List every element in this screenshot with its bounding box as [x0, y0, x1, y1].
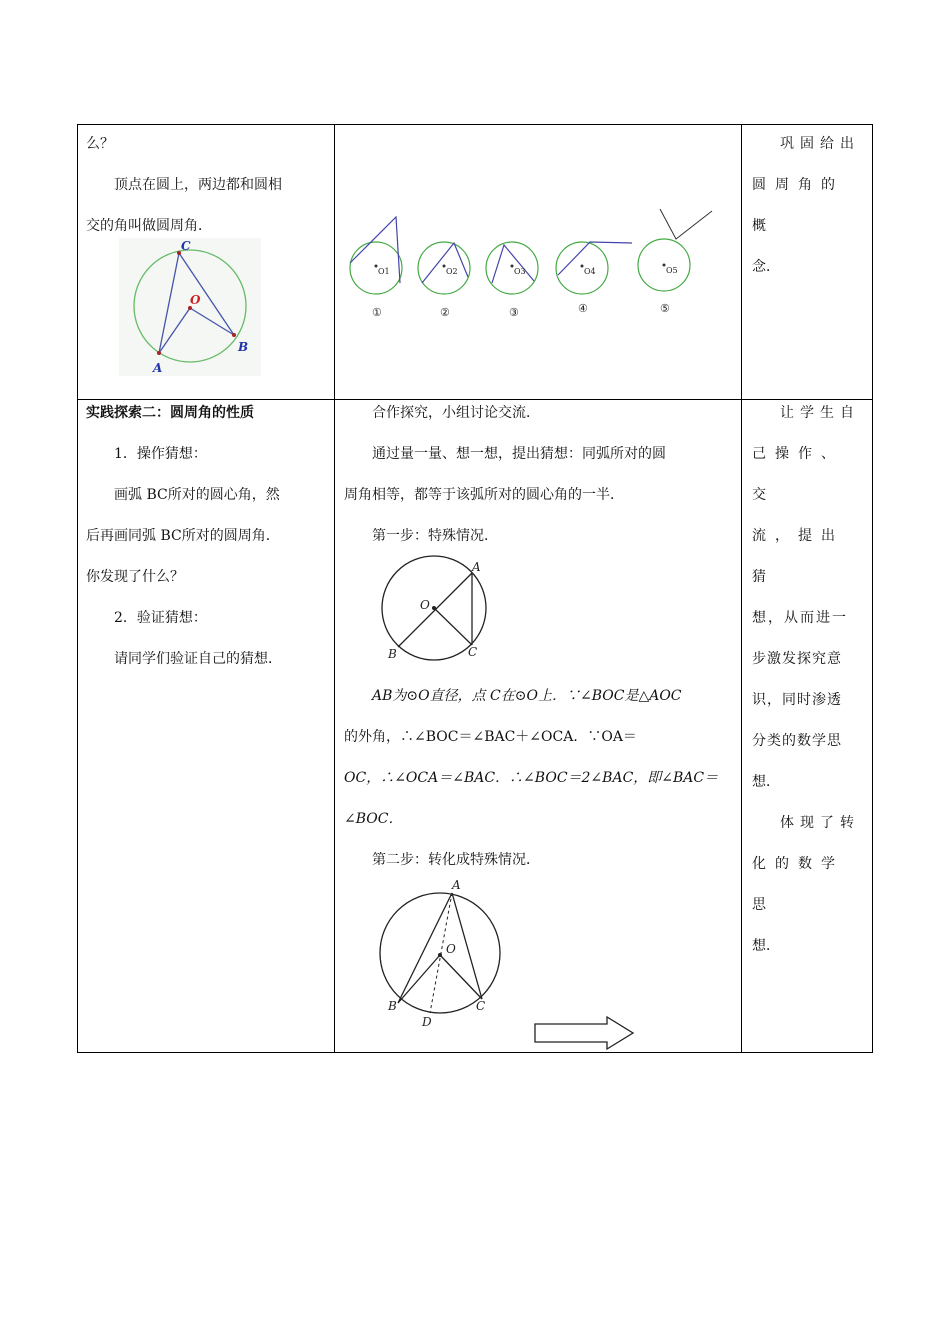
step-one-heading: 第一步：特殊情况．	[372, 528, 498, 544]
label-a: A	[153, 361, 163, 375]
row2-right-cell	[752, 393, 864, 967]
label-c: C	[476, 999, 486, 1013]
proof-line-4: ∠BOC．	[344, 811, 403, 827]
row2-proof-block	[344, 676, 736, 881]
section-title: 实践探索二：圆周角的性质	[86, 405, 254, 421]
label-o: O	[446, 942, 456, 956]
proof-line-1: AB为⊙O直径，点 C在⊙O上．∵∠BOC是△AOC	[372, 688, 682, 704]
task-line-1: 画弧 BC所对的圆心角，然	[114, 487, 280, 503]
center-label-3: O3	[514, 267, 526, 276]
figure-number-5: ⑤	[660, 302, 670, 315]
design-note-6: 识，同时渗透	[752, 692, 842, 708]
right-arrow-icon	[533, 1015, 637, 1051]
figure-number-3: ③	[509, 306, 519, 319]
row2-left-cell	[86, 393, 330, 680]
row1-left-cell	[86, 124, 330, 247]
angle-type-figures	[342, 205, 722, 325]
design-note-5: 步激发探究意	[752, 651, 842, 667]
design-note-10: 化的数学思	[752, 856, 844, 913]
label-a: A	[452, 878, 461, 892]
proof-line-2: 的外角，∴∠BOC＝∠BAC＋∠OCA．∵OA＝	[344, 729, 637, 745]
proof-line-3: OC，∴∠OCA＝∠BAC．∴∠BOC＝2∠BAC，即∠BAC＝	[344, 770, 719, 786]
general-case-figure	[378, 875, 508, 1030]
center-label-1: O1	[378, 267, 390, 276]
figure-number-2: ②	[440, 306, 450, 319]
task-line-3: 你发现了什么？	[86, 569, 184, 585]
conjecture-line-2: 周角相等，都等于该弧所对的圆心角的一半．	[344, 487, 624, 503]
column-divider-1	[334, 124, 335, 1053]
design-note-11: 想．	[752, 938, 780, 954]
task-line-2: 后再画同弧 BC所对的圆周角．	[86, 528, 280, 544]
label-a: A	[472, 560, 481, 574]
row1-right-cell	[752, 124, 864, 288]
note-line-2: 圆周角的概	[752, 177, 844, 234]
design-note-8: 想．	[752, 774, 780, 790]
label-b: B	[388, 647, 397, 661]
task-line-4: 请同学们验证自己的猜想．	[114, 651, 282, 667]
design-note-9: 体现了转	[780, 815, 860, 831]
figure-number-1: ①	[372, 306, 382, 319]
center-label-5: O5	[666, 266, 678, 275]
figure-number-4: ④	[578, 302, 588, 315]
table-border-left	[77, 124, 78, 1053]
step-heading-2: 2．验证猜想：	[114, 610, 207, 626]
special-case-figure	[380, 555, 500, 663]
design-note-2: 己操作、交	[752, 446, 844, 503]
center-label-4: O4	[584, 267, 596, 276]
design-note-7: 分类的数学思	[752, 733, 842, 749]
step-heading-1: 1．操作猜想：	[114, 446, 207, 462]
conjecture-line-1: 通过量一量、想一想，提出猜想：同弧所对的圆	[372, 446, 666, 462]
table-border-right	[872, 124, 873, 1053]
design-note-3: 流，提出猜	[752, 528, 844, 585]
note-line-3: 念．	[752, 259, 780, 275]
label-b: B	[388, 999, 397, 1013]
row2-middle-cell	[344, 393, 736, 557]
design-note-4: 想，从而进一	[752, 610, 848, 626]
note-line-1: 巩固给出	[780, 136, 860, 152]
definition-line-2: 交的角叫做圆周角．	[86, 218, 212, 234]
definition-line-1: 顶点在圆上，两边都和圆相	[114, 177, 282, 193]
inscribed-angle-figure	[119, 238, 279, 378]
activity-line: 合作探究，小组讨论交流．	[372, 405, 540, 421]
design-note-1: 让学生自	[780, 405, 860, 421]
label-c: C	[468, 645, 478, 659]
label-o: O	[420, 598, 430, 612]
center-label-2: O2	[446, 267, 458, 276]
text-line: 么？	[86, 136, 114, 152]
table-border-bottom	[77, 1052, 873, 1053]
label-o: O	[190, 293, 201, 307]
label-d: D	[422, 1015, 432, 1029]
step-two-heading: 第二步：转化成特殊情况．	[372, 852, 540, 868]
label-c: C	[181, 239, 191, 253]
label-b: B	[238, 340, 249, 354]
column-divider-2	[741, 124, 742, 1053]
